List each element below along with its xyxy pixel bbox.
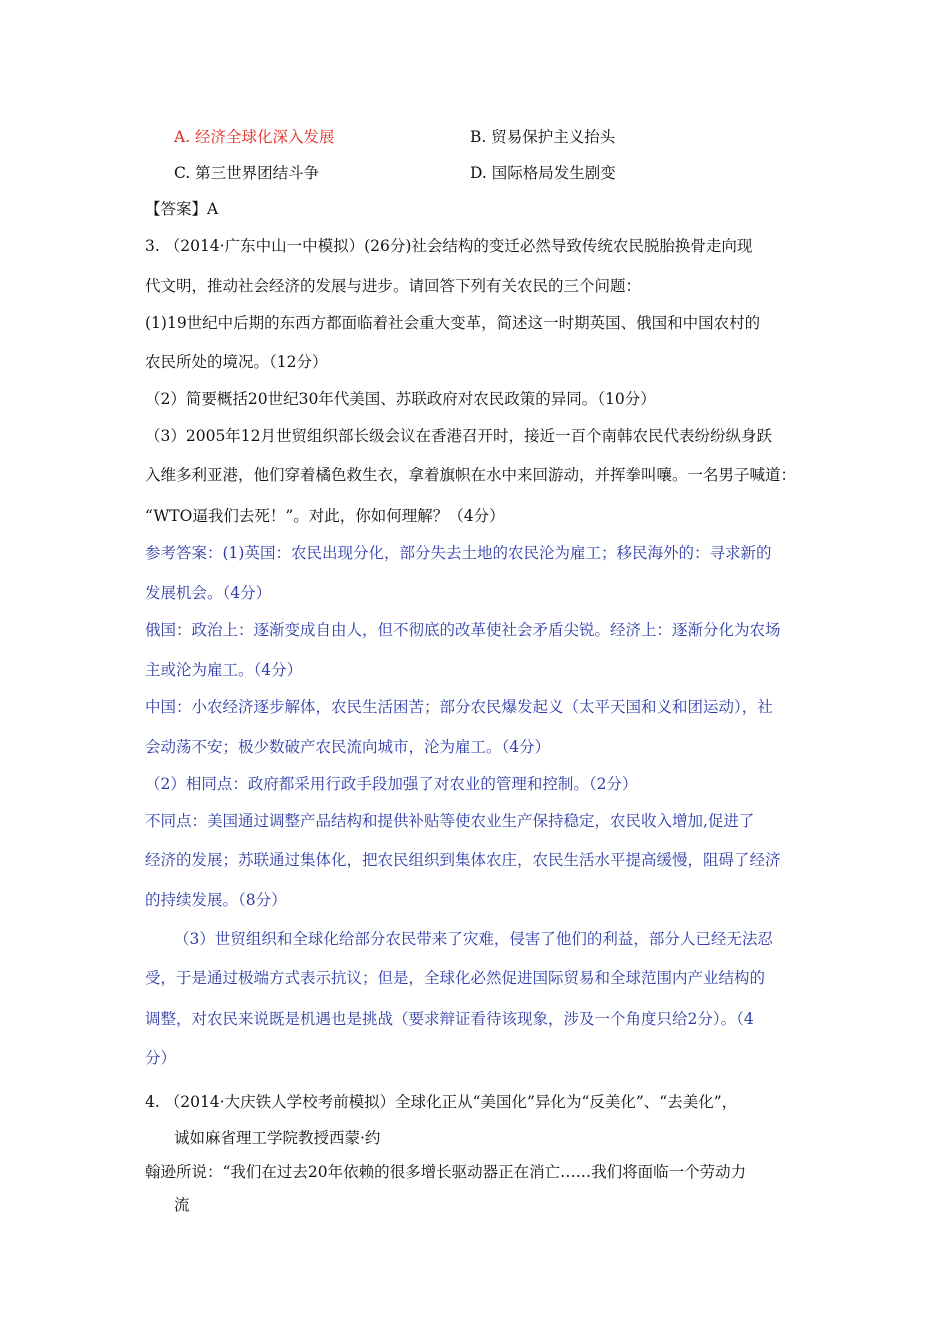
option-d: D. 国际格局发生剧变 bbox=[470, 164, 616, 182]
ref-line-5: 中国：小农经济逐步解体，农民生活困苦；部分农民爆发起义（太平天国和义和团运动），社 bbox=[145, 698, 773, 716]
ref-line-3: 俄国：政治上：逐渐变成自由人，但不彻底的改革使社会矛盾尖锐。经济上：逐渐分化为农场 bbox=[145, 621, 781, 639]
option-a: A. 经济全球化深入发展 bbox=[174, 128, 335, 146]
ref-line-2: 发展机会。（4分） bbox=[145, 584, 272, 602]
q3-line-8: “WTO逼我们去死！”。对此，你如何理解？（4分） bbox=[145, 507, 505, 525]
q4-line-2: 诚如麻省理工学院教授西蒙·约 bbox=[174, 1129, 381, 1147]
q3-line-4: 农民所处的境况。（12分） bbox=[145, 353, 328, 371]
answer-line: 【答案】A bbox=[145, 200, 219, 218]
q4-line-3: 翰逊所说：“我们在过去20年依赖的很多增长驱动器正在消亡……我们将面临一个劳动力 bbox=[145, 1163, 747, 1181]
option-c: C. 第三世界团结斗争 bbox=[174, 164, 320, 182]
ref-line-10: 的持续发展。（8分） bbox=[145, 891, 287, 909]
q4-line-4: 流 bbox=[174, 1196, 190, 1214]
q3-line-6: （3）2005年12月世贸组织部长级会议在香港召开时，接近一百个南韩农民代表纷纷纵身跃 bbox=[145, 427, 773, 445]
ref-line-6: 会动荡不安；极少数破产农民流向城市，沦为雇工。（4分） bbox=[145, 738, 551, 756]
q3-line-7: 入维多利亚港，他们穿着橘色救生衣，拿着旗帜在水中来回游动，并挥拳叫嚷。一名男子喊道： bbox=[145, 466, 797, 484]
ref-line-13: 调整，对农民来说既是机遇也是挑战（要求辩证看待该现象，涉及一个角度只给2分）。（4 bbox=[145, 1010, 754, 1028]
q3-line-3: (1)19世纪中后期的东西方都面临着社会重大变革，简述这一时期英国、俄国和中国农村的 bbox=[145, 314, 761, 332]
ref-line-1: 参考答案：(1)英国：农民出现分化，部分失去土地的农民沦为雇工；移民海外的：寻求新的 bbox=[145, 544, 772, 562]
option-b: B. 贸易保护主义抬头 bbox=[470, 128, 616, 146]
ref-line-7: （2）相同点：政府都采用行政手段加强了对农业的管理和控制。（2分） bbox=[145, 775, 638, 793]
ref-line-9: 经济的发展；苏联通过集体化，把农民组织到集体农庄，农民生活水平提高缓慢，阻碍了经济 bbox=[145, 851, 781, 869]
ref-line-11: （3）世贸组织和全球化给部分农民带来了灾难，侵害了他们的利益，部分人已经无法忍 bbox=[174, 930, 773, 948]
ref-line-12: 受，于是通过极端方式表示抗议；但是，全球化必然促进国际贸易和全球范围内产业结构的 bbox=[145, 969, 766, 987]
q3-line-1: 3. （2014·广东中山一中模拟）(26分)社会结构的变迁必然导致传统农民脱胎换骨走向现 bbox=[145, 237, 753, 255]
q4-line-1: 4. （2014·大庆铁人学校考前模拟）全球化正从“美国化”异化为“反美化”、“去美化”， bbox=[145, 1093, 738, 1111]
ref-line-4: 主或沦为雇工。（4分） bbox=[145, 661, 303, 679]
ref-line-8: 不同点：美国通过调整产品结构和提供补贴等使农业生产保持稳定，农民收入增加,促进了 bbox=[145, 812, 755, 830]
q3-line-5: （2）简要概括20世纪30年代美国、苏联政府对农民政策的异同。（10分） bbox=[145, 390, 656, 408]
ref-line-14: 分） bbox=[145, 1049, 177, 1067]
q3-line-2: 代文明，推动社会经济的发展与进步。请回答下列有关农民的三个问题： bbox=[145, 277, 642, 295]
